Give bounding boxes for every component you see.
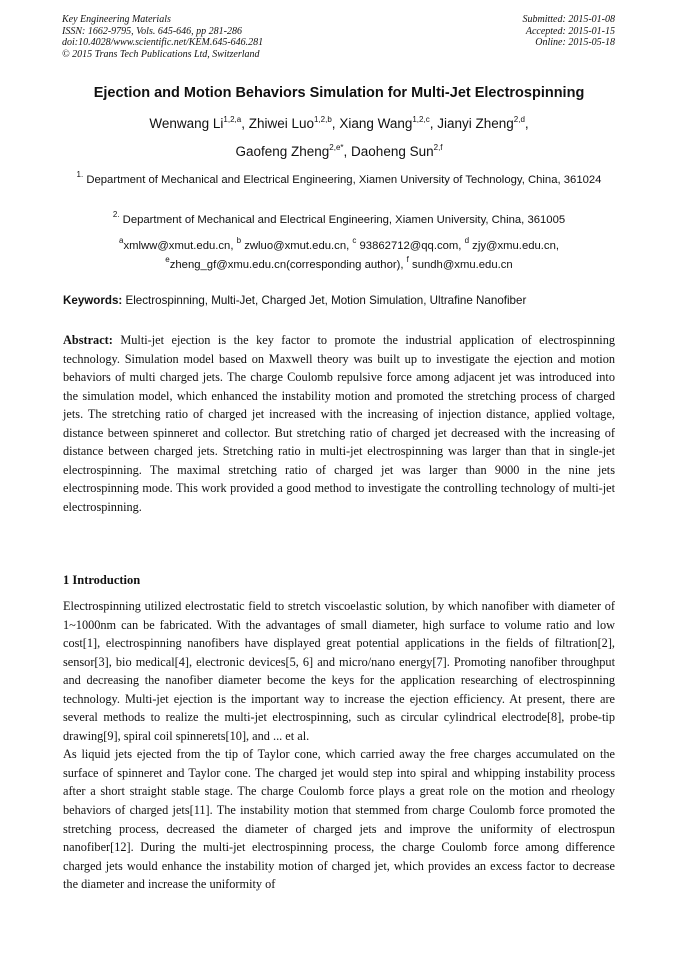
author-sup: 1,2,b: [314, 115, 332, 124]
journal-info: [62, 14, 263, 60]
paragraph: Electrospinning utilized electrostatic field to stretch viscoelastic solution, by which nanofiber with diameter of 1~1000nm can be fabricated. With the advantages of small diameter, high surface to volume ratio and low cost[1], electrospinning nanofibers have displayed great potential applications in the fields of filtration[2], sensor[3], bio medical[4], electronic devices[5, 6] and micro/nano energy[7]. Promoting nanofiber throughput and decreasing the nanofiber diameter become the keys for the application researching of electrospinning technology. Multi-jet ejection is the important way to increase the ejection efficiency. At present, there are several methods to realize the multi-jet electrospinning, such as circular cylindrical electrode[8], probe-tip drawing[9], spiral coil spinnerets[10], and ... et al.: [63, 599, 615, 743]
affiliation-sup: 2.: [112, 210, 120, 219]
affiliation-2: [66, 211, 612, 230]
keywords-text: Electrospinning, Multi-Jet, Charged Jet, Motion Simulation, Ultrafine Nanofiber: [122, 294, 527, 307]
email: zwluo@xmut.edu.cn,: [241, 240, 353, 252]
copyright-line: © 2015 Trans Tech Publications Ltd, Switzerland: [62, 48, 260, 60]
journal-name: Key Engineering Materials: [62, 14, 171, 25]
author-sup: 2,f: [433, 143, 443, 152]
abstract-label: Abstract:: [63, 333, 113, 347]
introduction-body: [63, 597, 615, 894]
affiliation-1: [66, 171, 612, 190]
email-sup: f: [406, 255, 409, 264]
submitted-date: Submitted: 2015-01-08: [522, 14, 615, 25]
keywords-label: Keywords:: [63, 294, 123, 307]
author-name: Wenwang Li: [149, 116, 224, 131]
author-name: Gaofeng Zheng: [235, 144, 330, 159]
abstract: [63, 331, 615, 516]
email-sup: b: [236, 236, 242, 245]
authors-line-1: [30, 116, 648, 131]
emails-line-2: [30, 256, 648, 275]
author-sup: 1,2,c: [412, 115, 430, 124]
email-sup: e: [165, 255, 170, 264]
paper-title: Ejection and Motion Behaviors Simulation for Multi-Jet Electrospinning: [93, 85, 585, 101]
author-sep: ,: [429, 116, 438, 131]
author-sup: 2,e*: [329, 143, 344, 152]
author-sep: ,: [343, 144, 352, 159]
authors-line-2: [30, 144, 648, 159]
email: xmlww@xmut.edu.cn,: [123, 240, 237, 252]
affiliation-sup: 1.: [76, 170, 84, 179]
author-sup: 2,d: [513, 115, 525, 124]
email: sundh@xmu.edu.cn: [408, 259, 513, 271]
author-name: Jianyi Zheng: [437, 116, 514, 131]
email: 93862712@qq.com,: [356, 240, 465, 252]
author-name: Xiang Wang: [339, 116, 413, 131]
publication-dates: [523, 14, 616, 49]
affiliation-text: Department of Mechanical and Electrical Engineering, Xiamen University of Technology, China, 361024: [83, 174, 602, 186]
section-heading: 1 Introduction: [63, 573, 141, 587]
issn-line: ISSN: 1662-9795, Vols. 645-646, pp 281-286: [62, 25, 242, 37]
author-name: Daoheng Sun: [351, 144, 434, 159]
email: zjy@xmu.edu.cn,: [469, 240, 559, 252]
accepted-date: Accepted: 2015-01-15: [525, 25, 615, 37]
emails-line-1: [30, 237, 648, 256]
paragraph: As liquid jets ejected from the tip of Taylor cone, which carried away the free charges accumulated on the surface of spinneret and Taylor cone. The charged jet would step into spiral and whipping instability process after a short straight stable stage. The charge Coulomb force plays a great role on the motion and rheology behaviors of charged jets[11]. The instability motion that stemmed from charge Coulomb force promoted the stretching process, decreased the diameter of charged jets and improve the uniformity of electrospun nanofiber[12]. During the multi-jet electrospinning process, the charge Coulomb force among difference charged jets would enhance the instability motion of charged jet, which provides an excess factor to decrease the diameter and increase the uniformity of: [63, 747, 615, 892]
doi-line: doi:10.4028/www.scientific.net/KEM.645-646.281: [62, 37, 264, 49]
author-sup: 1,2,a: [223, 115, 242, 124]
affiliation-text: Department of Mechanical and Electrical Engineering, Xiamen University, China, 361005: [119, 214, 566, 226]
author-sep: ,: [331, 116, 340, 131]
author-sep: ,: [524, 116, 529, 131]
email-sup: d: [464, 236, 470, 245]
keywords: [63, 294, 623, 307]
email-sup: c: [352, 236, 357, 245]
author-sep: ,: [241, 116, 249, 131]
online-date: Online: 2015-05-18: [535, 37, 615, 49]
abstract-text: Multi-jet ejection is the key factor to promote the industrial application of electrospinning technology. Simulation model based on Maxwell theory was built up to investigate the ejection and motion behaviors of multi charged jets. The charge Coulomb repulsive force among adjacent jet was introduced into the simulation model, which enhanced the instability motion and promoted the stretching process of charged jets. The stretching ratio of charged jet increased with the increasing of injection distance, applied voltage, distance between spinneret and collector. But stretching ratio of charged jet decreased with the increasing of distance between charged jets. Stretching ratio in multi-jet electrospinning was larger than that in single-jet electrospinning. The maximal stretching ratio of charged jet was larger than 9000 in the nine jets electrospinning mode. This work provided a good method to investigate the controlling technology of multi-jet electrospinning.: [63, 333, 615, 514]
author-name: Zhiwei Luo: [248, 116, 314, 131]
email: zheng_gf@xmu.edu.cn(corresponding author),: [169, 259, 407, 271]
email-sup: a: [119, 236, 124, 245]
